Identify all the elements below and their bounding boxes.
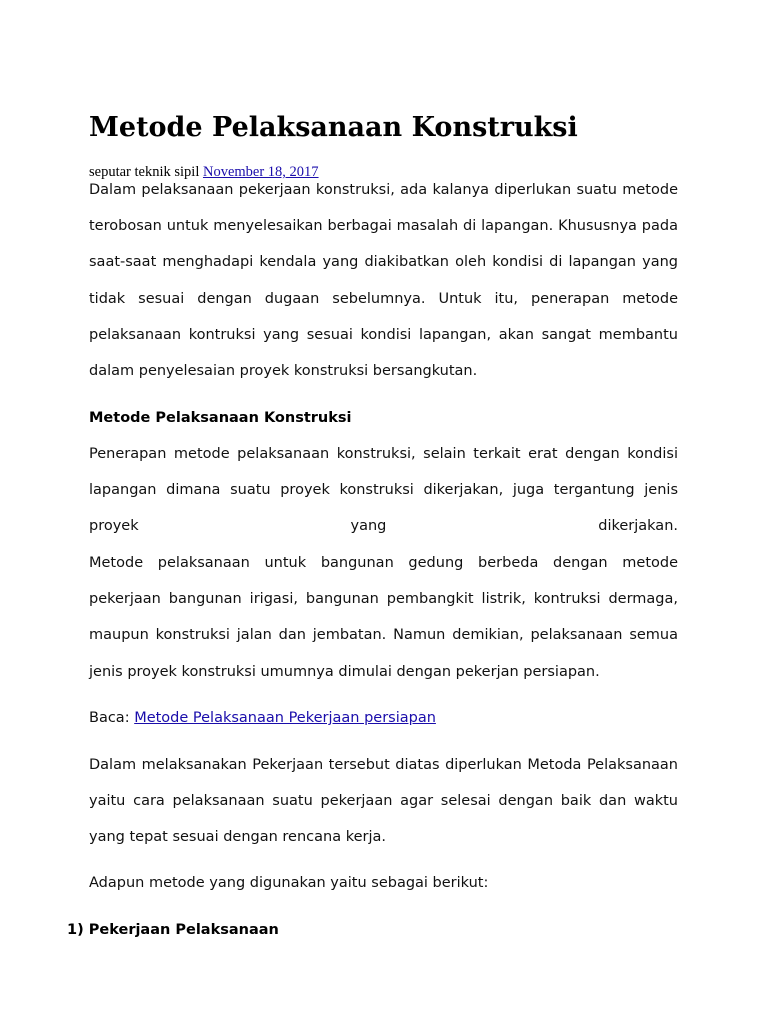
page-title: Metode Pelaksanaan Konstruksi [89, 112, 578, 143]
section-heading: Metode Pelaksanaan Konstruksi [89, 410, 352, 426]
paragraph-2: Metode pelaksanaan untuk bangunan gedung berbeda dengan metode pekerjaan bangunan irigasi, bangunan pembangkit listrik, kontruksi dermaga, maupun konstruksi jalan dan jembatan. Namun demikian, pelaksanaan semua jenis proyek konstruksi umumnya dimulai dengan pekerjan persiapan. [89, 555, 678, 680]
read-also-block [89, 700, 678, 736]
para1-block [89, 436, 678, 545]
para2-block [89, 545, 678, 690]
read-also-link[interactable]: Metode Pelaksanaan Pekerjaan persiapan [134, 710, 436, 726]
para4-block [89, 865, 678, 901]
para3-block [89, 747, 678, 856]
paragraph-3: Dalam melaksanakan Pekerjaan tersebut diatas diperlukan Metoda Pelaksanaan yaitu cara pelaksanaan suatu pekerjaan agar selesai dengan baik dan waktu yang tepat sesuai dengan rencana kerja. [89, 757, 678, 846]
post-category: seputar teknik sipil [89, 164, 200, 180]
intro-paragraph: Dalam pelaksanaan pekerjaan konstruksi, ada kalanya diperlukan suatu metode terobosan untuk menyelesaikan berbagai masalah di lapangan. Khususnya pada saat-saat menghadapi kendala yang diakibatkan oleh kondisi di lapangan yang tidak sesuai dengan dugaan sebelumnya. Untuk itu, penerapan metode pelaksanaan kontruksi yang sesuai kondisi lapangan, akan sangat membantu dalam penyelesaian proyek konstruksi bersangkutan. [89, 182, 678, 380]
paragraph-1: Penerapan metode pelaksanaan konstruksi, selain terkait erat dengan kondisi lapangan dimana suatu proyek konstruksi dikerjakan, juga tergantung jenis proyek yang dikerjakan. [89, 446, 678, 535]
read-also [89, 700, 678, 736]
intro-block [89, 172, 678, 389]
read-prefix: Baca: [89, 710, 135, 726]
list-item-1: 1) Pekerjaan Pelaksanaan [67, 922, 279, 938]
section-block [89, 400, 678, 436]
post-date-link[interactable]: November 18, 2017 [202, 164, 319, 180]
paragraph-4: Adapun metode yang digunakan yaitu sebagai berikut: [89, 875, 489, 891]
